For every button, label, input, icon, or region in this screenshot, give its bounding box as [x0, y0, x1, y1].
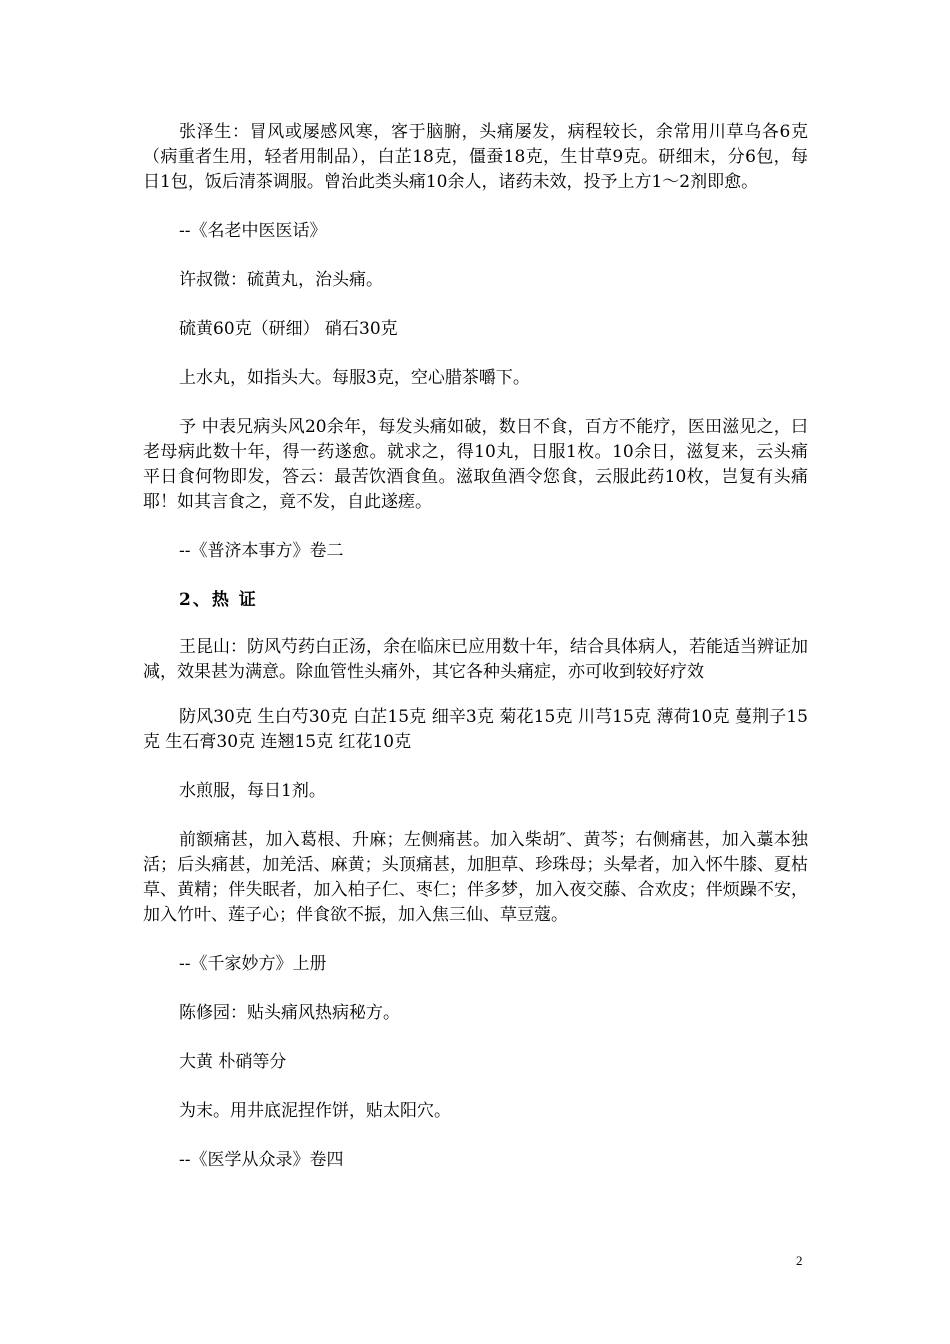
section-heading: 2、热 证 — [179, 590, 258, 610]
paragraph-zhang-zesheng: 张泽生：冒风或屡感风寒，客于脑腑，头痛屡发，病程较长，余常用川草乌各6克（病重者生用，轻者用制品），白芷18克，僵蚕18克，生甘草9克。研细末，分6包，每日1包，饭后清茶调服。曾治此类头痛10余人，诸药未效，投予上方1～2剂即愈。 — [143, 122, 808, 192]
paragraph-wang-kunshan: 王昆山：防风芍药白正汤，余在临床已应用数十年，结合具体病人，若能适当辨证加减，效果甚为满意。除血管性头痛外，其它各种头痛症，亦可收到较好疗效 — [143, 637, 808, 682]
prescription-ingredients: 大黄 朴硝等分 — [179, 1052, 287, 1072]
source-citation: --《医学从众录》卷四 — [179, 1150, 344, 1170]
prescription-usage: 为末。用井底泥捏作饼，贴太阳穴。 — [179, 1101, 451, 1121]
paragraph-xu-shuwei: 许叔微：硫黄丸，治头痛。 — [179, 270, 383, 290]
document-body — [143, 120, 808, 1197]
paragraph-chen-xiuyuan: 陈修园：贴头痛风热病秘方。 — [179, 1003, 400, 1023]
case-story-paragraph: 予 中表兄病头风20余年，每发头痛如破，数日不食，百方不能疗，医田滋见之，曰老母病此数十年，得一药遂愈。就求之，得10丸，日服1枚。10余日，滋复来，云头痛平日食何物即发，答云：最苦饮酒食鱼。滋取鱼酒令您食，云服此药10枚，岂复有头痛耶！如其言食之，竟不发，自此遂瘥。 — [143, 417, 808, 512]
prescription-ingredients: 硫黄60克（研细） 硝石30克 — [179, 319, 398, 339]
prescription-ingredients: 防风30克 生白芍30克 白芷15克 细辛3克 菊花15克 川芎15克 薄荷10克 蔓荆子15克 生石膏30克 连翘15克 红花10克 — [143, 707, 808, 752]
prescription-usage: 水煎服，每日1剂。 — [179, 781, 326, 801]
source-citation: --《千家妙方》上册 — [179, 954, 327, 974]
source-citation: --《普济本事方》卷二 — [179, 541, 344, 561]
page-number: 2 — [796, 1253, 803, 1268]
source-citation: --《名老中医医话》 — [179, 221, 327, 241]
modification-paragraph: 前额痛甚，加入葛根、升麻；左侧痛甚。加入柴胡″、黄芩；右侧痛甚，加入藁本独活；后头痛甚，加羌活、麻黄；头顶痛甚，加胆草、珍珠母；头晕者，加入怀牛膝、夏枯草、黄精；伴失眠者，加入柏子仁、枣仁；伴多梦，加入夜交藤、合欢皮；伴烦躁不安，加入竹叶、莲子心；伴食欲不振，加入焦三仙、草豆蔻。 — [143, 830, 808, 925]
prescription-usage: 上水丸，如指头大。每服3克，空心腊茶嚼下。 — [179, 368, 530, 388]
